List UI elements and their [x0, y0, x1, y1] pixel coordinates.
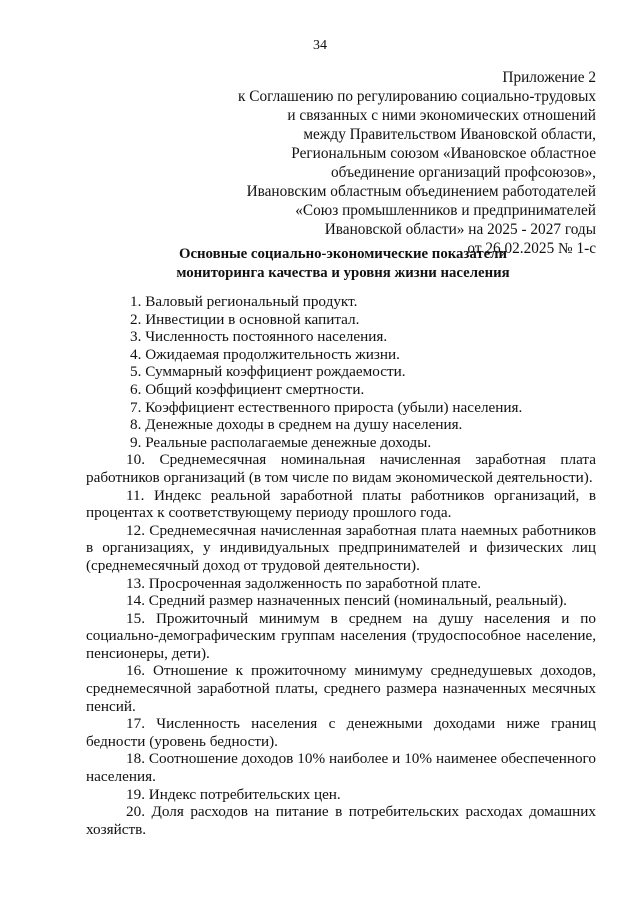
- list-item: 9. Реальные располагаемые денежные доходы.: [130, 433, 432, 451]
- list-item: 5. Суммарный коэффициент рождаемости.: [130, 363, 406, 381]
- list-item: 3. Численность постоянного населения.: [130, 328, 388, 346]
- list-item: 12. Среднемесячная начисленная заработная плата наемных работников в организациях, у индивидуальных предпринимателей и физических лиц (среднемесячный доход от трудовой деятельности).: [86, 521, 596, 574]
- list-item: 1. Валовый региональный продукт.: [130, 293, 358, 310]
- appendix-line: Региональным союзом «Ивановское областное: [291, 145, 596, 162]
- appendix-line: Ивановской области» на 2025 - 2027 годы: [324, 221, 596, 238]
- list-item: 16. Отношение к прожиточному минимуму среднедушевых доходов, среднемесячной заработной платы, среднего размера назначенных месячных пенсий.: [86, 662, 596, 715]
- title-line: Основные социально-экономические показатели: [178, 246, 508, 262]
- list-item: 17. Численность населения с денежными доходами ниже границ бедности (уровень бедности).: [86, 715, 596, 750]
- appendix-line: к Соглашению по регулированию социально-трудовых: [238, 88, 596, 105]
- appendix-line: между Правительством Ивановской области,: [303, 126, 596, 143]
- list-item: 11. Индекс реальной заработной платы работников организаций, в процентах к соответствующему периоду прошлого года.: [86, 486, 596, 522]
- list-item: 15. Прожиточный минимум в среднем на душу населения и по социально-демографическим группам населения (трудоспособное население, пенсионеры, дети).: [86, 609, 596, 662]
- appendix-line: «Союз промышленников и предпринимателей: [295, 202, 596, 219]
- appendix-line: Ивановским областным объединением работодателей: [246, 183, 596, 200]
- list-item: 19. Индекс потребительских цен.: [126, 785, 341, 803]
- list-item: 6. Общий коэффициент смертности.: [130, 380, 365, 398]
- title-line: мониторинга качества и уровня жизни населения: [176, 264, 510, 281]
- list-item: 14. Средний размер назначенных пенсий (номинальный, реальный).: [126, 592, 567, 610]
- list-item: 10. Среднемесячная номинальная начисленная заработная плата работников организаций (в том числе по видам экономической деятельности).: [86, 451, 596, 486]
- list-item: 2. Инвестиции в основной капитал.: [130, 310, 360, 328]
- appendix-line: Приложение 2: [502, 69, 596, 86]
- list-item: 13. Просроченная задолженность по заработной плате.: [126, 574, 482, 592]
- list-item: 4. Ожидаемая продолжительность жизни.: [130, 345, 400, 363]
- appendix-line: от 26.02.2025 № 1-с: [467, 240, 596, 257]
- appendix-header: [126, 68, 596, 258]
- document-title: [0, 245, 640, 282]
- list-item: 8. Денежные доходы в среднем на душу населения.: [130, 416, 463, 434]
- page-number: 34: [313, 38, 327, 53]
- list-item: 7. Коэффициент естественного прироста (убыли) населения.: [130, 398, 523, 416]
- indicator-list: [86, 293, 596, 838]
- list-item: 20. Доля расходов на питание в потребительских расходах домашних хозяйств.: [86, 803, 596, 838]
- appendix-line: объединение организаций профсоюзов»,: [331, 164, 596, 181]
- list-item: 18. Соотношение доходов 10% наиболее и 10% наименее обеспеченного населения.: [86, 750, 596, 786]
- appendix-line: и связанных с ними экономических отношений: [287, 107, 596, 124]
